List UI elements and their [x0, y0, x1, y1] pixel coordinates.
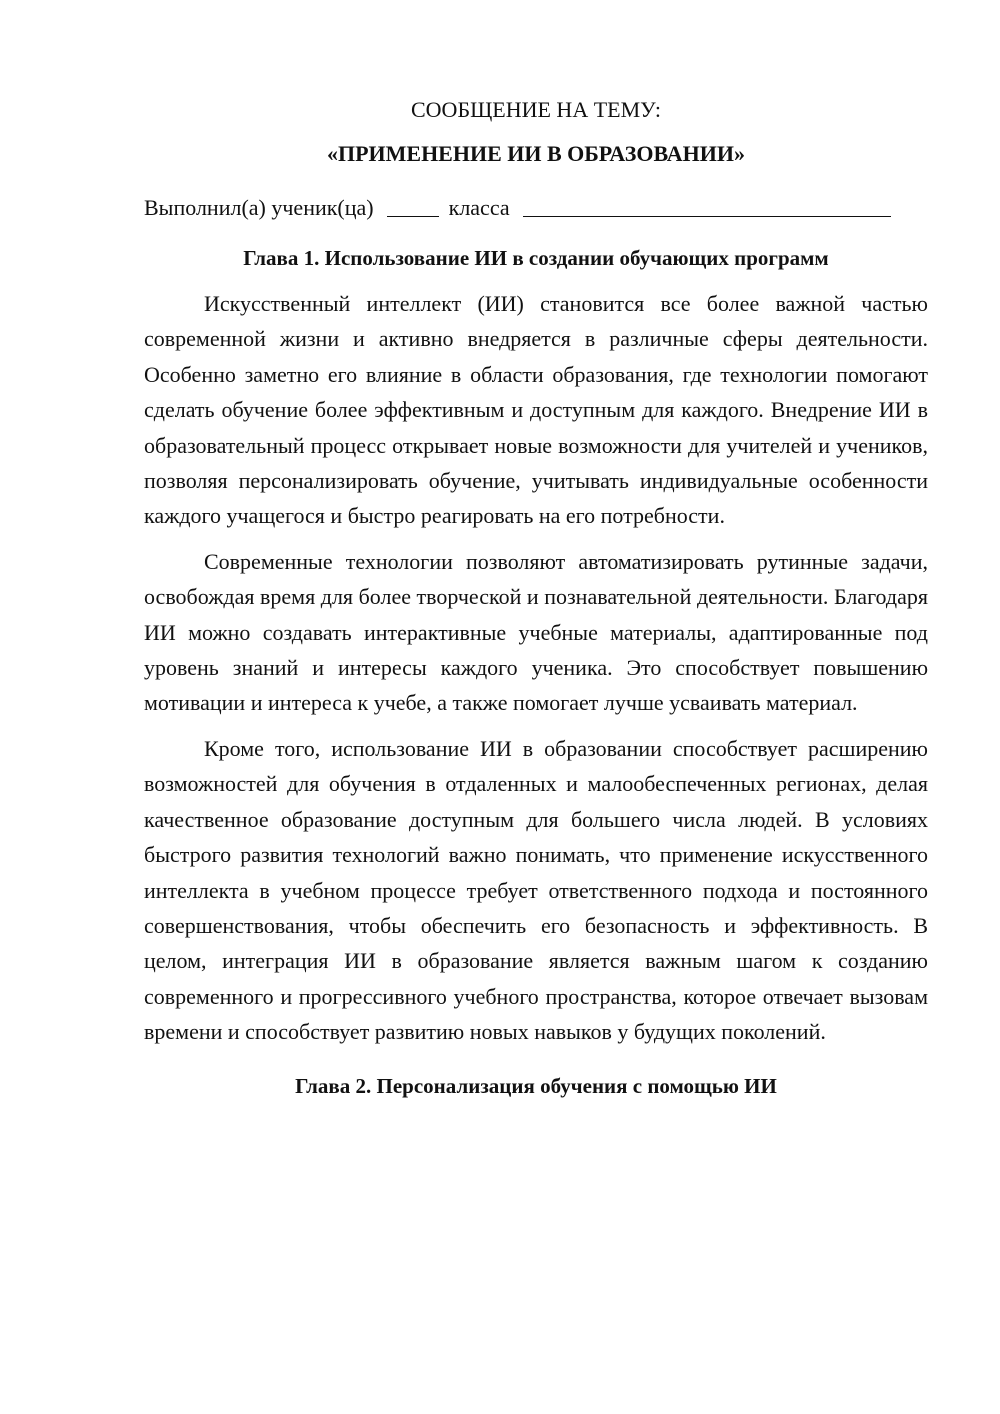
document-title: СООБЩЕНИЕ НА ТЕМУ: — [411, 97, 661, 122]
author-line — [144, 190, 928, 226]
chapter-1-heading: Глава 1. Использование ИИ в создании обучающих программ — [243, 246, 829, 270]
author-prefix: Выполнил(а) ученик(ца) — [144, 195, 374, 220]
document-body — [144, 92, 928, 1104]
paragraph: Искусственный интеллект (ИИ) становится все более важной частью современной жизни и активно внедряется в различные сферы деятельности. Особенно заметно его влияние в области образования, где технологии помогают сделать обучение более эффективным и доступным для каждого. Внедрение ИИ в образовательный процесс открывает новые возможности для учителей и учеников, позволяя персонализировать обучение, учитывать индивидуальные особенности каждого учащегося и быстро реагировать на его потребности. — [144, 291, 928, 529]
paragraph: Современные технологии позволяют автоматизировать рутинные задачи, освобождая время для более творческой и познавательной деятельности. Благодаря ИИ можно создавать интерактивные учебные материалы, адаптированные под уровень знаний и интересы каждого ученика. Это способствует повышению мотивации и интереса к учебе, а также помогает лучше усваивать материал. — [144, 548, 928, 716]
chapter-2-heading: Глава 2. Персонализация обучения с помощью ИИ — [295, 1073, 777, 1098]
author-name-blank — [523, 192, 891, 217]
document-subtitle: «ПРИМЕНЕНИЕ ИИ В ОБРАЗОВАНИИ» — [326, 141, 746, 166]
paragraph: Кроме того, использование ИИ в образовании способствует расширению возможностей для обучения в отдаленных и малообеспеченных регионах, делая качественное образование доступным для большего числа людей. В условиях быстрого развития технологий важно понимать, что применение искусственного интеллекта в учебном процессе требует ответственного подхода и постоянного совершенствования, чтобы обеспечить его безопасность и эффективность. В целом, интеграция ИИ в образование является важным шагом к созданию современного и прогрессивного учебного пространства, которое отвечает вызовам времени и способствует развитию новых навыков у будущих поколений. — [144, 735, 928, 1045]
author-middle: класса — [448, 195, 510, 220]
class-number-blank — [387, 192, 439, 217]
